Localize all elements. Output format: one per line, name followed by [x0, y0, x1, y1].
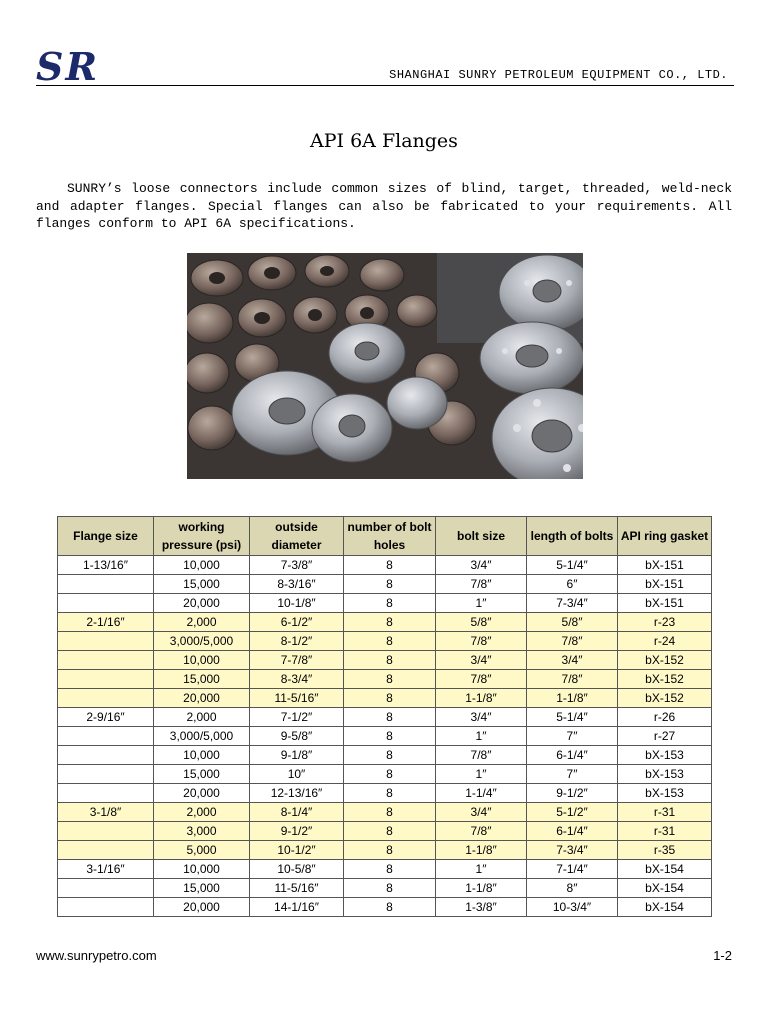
table-cell: 8 — [344, 670, 436, 689]
table-cell: 7/8″ — [436, 632, 527, 651]
table-row — [58, 746, 712, 765]
column-header: Flange size — [58, 517, 154, 556]
table-cell: 10,000 — [154, 556, 250, 575]
table-cell: 7″ — [527, 765, 618, 784]
table-cell: 7-7/8″ — [250, 651, 344, 670]
table-cell: 8 — [344, 822, 436, 841]
table-cell: 1-1/8″ — [527, 689, 618, 708]
table-row — [58, 632, 712, 651]
table-cell: 3,000/5,000 — [154, 727, 250, 746]
table-row — [58, 575, 712, 594]
table-row — [58, 727, 712, 746]
table-cell: 6-1/4″ — [527, 746, 618, 765]
table-cell: 8 — [344, 860, 436, 879]
company-logo: SR — [36, 44, 100, 89]
table-cell: 3,000 — [154, 822, 250, 841]
column-header: working pressure (psi) — [154, 517, 250, 556]
column-header: API ring gasket — [618, 517, 712, 556]
flanges-photo-drawing — [187, 253, 583, 479]
table-cell: bX-153 — [618, 746, 712, 765]
table-cell: 3/4″ — [436, 651, 527, 670]
table-cell: 10-5/8″ — [250, 860, 344, 879]
table-cell: 8 — [344, 784, 436, 803]
table-cell: bX-154 — [618, 860, 712, 879]
table-cell: 8 — [344, 556, 436, 575]
table-cell: bX-154 — [618, 879, 712, 898]
table-cell: 5-1/4″ — [527, 556, 618, 575]
table-cell: 9-1/8″ — [250, 746, 344, 765]
table-cell: 5/8″ — [436, 613, 527, 632]
table-cell: bX-152 — [618, 689, 712, 708]
table-cell: 2,000 — [154, 803, 250, 822]
table-cell: 7-1/2″ — [250, 708, 344, 727]
table-row — [58, 765, 712, 784]
footer-page-number: 1-2 — [713, 948, 732, 963]
table-cell: 10-1/8″ — [250, 594, 344, 613]
table-cell: 8 — [344, 575, 436, 594]
table-cell — [58, 898, 154, 917]
table-cell: 3/4″ — [436, 556, 527, 575]
table-cell: 3,000/5,000 — [154, 632, 250, 651]
page-title: API 6A Flanges — [310, 130, 458, 152]
table-row — [58, 708, 712, 727]
table-cell: 3-1/16″ — [58, 860, 154, 879]
table-cell: 3/4″ — [527, 651, 618, 670]
table-row — [58, 689, 712, 708]
table-cell: 8 — [344, 708, 436, 727]
table-cell: 5/8″ — [527, 613, 618, 632]
table-cell — [58, 594, 154, 613]
table-cell: 8 — [344, 727, 436, 746]
flanges-photo — [187, 253, 583, 479]
column-header: bolt size — [436, 517, 527, 556]
table-cell: 8 — [344, 594, 436, 613]
table-cell: 8-1/4″ — [250, 803, 344, 822]
table-row — [58, 670, 712, 689]
table-cell: r-27 — [618, 727, 712, 746]
table-cell: 1-13/16″ — [58, 556, 154, 575]
table-cell: bX-152 — [618, 670, 712, 689]
table-cell — [58, 689, 154, 708]
table-cell: 10-3/4″ — [527, 898, 618, 917]
table-cell: 8 — [344, 879, 436, 898]
table-cell: 8 — [344, 651, 436, 670]
table-cell: 2,000 — [154, 613, 250, 632]
table-cell: 8 — [344, 613, 436, 632]
table-header-row — [58, 517, 712, 556]
table-cell: 15,000 — [154, 575, 250, 594]
table-cell — [58, 651, 154, 670]
table-cell: 15,000 — [154, 670, 250, 689]
table-cell: 5-1/4″ — [527, 708, 618, 727]
table-cell — [58, 841, 154, 860]
table-cell: 10,000 — [154, 860, 250, 879]
table-cell: 8-1/2″ — [250, 632, 344, 651]
table-cell: 7″ — [527, 727, 618, 746]
table-cell: 9-1/2″ — [250, 822, 344, 841]
table-row — [58, 594, 712, 613]
table-cell: 6-1/4″ — [527, 822, 618, 841]
table-cell — [58, 879, 154, 898]
table-cell — [58, 822, 154, 841]
footer-website: www.sunrypetro.com — [36, 948, 157, 963]
table-row — [58, 841, 712, 860]
table-cell: 11-5/16″ — [250, 689, 344, 708]
table-cell: r-31 — [618, 822, 712, 841]
table-cell: 1-1/4″ — [436, 784, 527, 803]
table-cell: 1-1/8″ — [436, 879, 527, 898]
table-cell: 1-1/8″ — [436, 841, 527, 860]
table-row — [58, 860, 712, 879]
table-cell: 12-13/16″ — [250, 784, 344, 803]
table-cell: 6-1/2″ — [250, 613, 344, 632]
table-cell — [58, 784, 154, 803]
table-cell: bX-152 — [618, 651, 712, 670]
table-row — [58, 898, 712, 917]
table-cell: 1-3/8″ — [436, 898, 527, 917]
table-cell: 10,000 — [154, 746, 250, 765]
table-cell: 20,000 — [154, 784, 250, 803]
table-cell: 10-1/2″ — [250, 841, 344, 860]
table-cell: bX-151 — [618, 556, 712, 575]
table-cell — [58, 727, 154, 746]
table-cell: 10,000 — [154, 651, 250, 670]
table-cell: 2,000 — [154, 708, 250, 727]
table-cell: r-26 — [618, 708, 712, 727]
table-cell: 20,000 — [154, 898, 250, 917]
column-header: number of bolt holes — [344, 517, 436, 556]
table-cell: 5,000 — [154, 841, 250, 860]
table-cell: r-35 — [618, 841, 712, 860]
table-cell: 3/4″ — [436, 803, 527, 822]
table-cell: 8 — [344, 746, 436, 765]
table-cell: bX-153 — [618, 765, 712, 784]
table-cell: 1″ — [436, 727, 527, 746]
table-cell: 8 — [344, 689, 436, 708]
table-cell — [58, 575, 154, 594]
table-cell: 20,000 — [154, 689, 250, 708]
table-row — [58, 613, 712, 632]
table-cell: 8-3/16″ — [250, 575, 344, 594]
table-cell: 3/4″ — [436, 708, 527, 727]
table-cell: 7/8″ — [527, 670, 618, 689]
table-cell: bX-151 — [618, 575, 712, 594]
table-cell: 3-1/8″ — [58, 803, 154, 822]
table-cell: 8 — [344, 803, 436, 822]
table-cell: r-31 — [618, 803, 712, 822]
table-cell: 7-1/4″ — [527, 860, 618, 879]
table-cell: 7-3/4″ — [527, 594, 618, 613]
table-cell: 7/8″ — [436, 822, 527, 841]
table-cell: 7/8″ — [436, 670, 527, 689]
table-cell: 7/8″ — [527, 632, 618, 651]
table-cell: 1″ — [436, 765, 527, 784]
table-cell: r-24 — [618, 632, 712, 651]
table-cell: 1″ — [436, 860, 527, 879]
table-cell: 9-1/2″ — [527, 784, 618, 803]
table-cell: 8 — [344, 841, 436, 860]
table-cell — [58, 746, 154, 765]
table-cell: 1-1/8″ — [436, 689, 527, 708]
table-cell: 7-3/4″ — [527, 841, 618, 860]
table-cell: bX-151 — [618, 594, 712, 613]
table-cell: 2-9/16″ — [58, 708, 154, 727]
table-row — [58, 879, 712, 898]
table-cell: 11-5/16″ — [250, 879, 344, 898]
table-cell: 9-5/8″ — [250, 727, 344, 746]
table-cell: 7/8″ — [436, 575, 527, 594]
column-header: outside diameter — [250, 517, 344, 556]
table-row — [58, 784, 712, 803]
table-cell: 7/8″ — [436, 746, 527, 765]
table-cell — [58, 670, 154, 689]
table-cell: r-23 — [618, 613, 712, 632]
table-cell: 8 — [344, 765, 436, 784]
table-cell: 5-1/2″ — [527, 803, 618, 822]
table-row — [58, 651, 712, 670]
table-cell: bX-153 — [618, 784, 712, 803]
column-header: length of bolts — [527, 517, 618, 556]
table-cell: 20,000 — [154, 594, 250, 613]
table-cell: 10″ — [250, 765, 344, 784]
table-cell: 7-3/8″ — [250, 556, 344, 575]
table-cell: 1″ — [436, 594, 527, 613]
table-cell: 6″ — [527, 575, 618, 594]
table-cell: 15,000 — [154, 879, 250, 898]
table-row — [58, 556, 712, 575]
table-row — [58, 803, 712, 822]
table-cell — [58, 632, 154, 651]
table-cell: 2-1/16″ — [58, 613, 154, 632]
table-cell: 15,000 — [154, 765, 250, 784]
header-divider — [36, 85, 734, 86]
table-cell: 8 — [344, 898, 436, 917]
table-cell: bX-154 — [618, 898, 712, 917]
table-row — [58, 822, 712, 841]
table-cell: 8″ — [527, 879, 618, 898]
table-cell: 8 — [344, 632, 436, 651]
company-name: SHANGHAI SUNRY PETROLEUM EQUIPMENT CO., LTD. — [389, 68, 728, 82]
table-cell: 8-3/4″ — [250, 670, 344, 689]
flange-spec-table — [57, 516, 712, 917]
table-cell — [58, 765, 154, 784]
intro-paragraph: SUNRY’s loose connectors include common sizes of blind, target, threaded, weld-neck and adapter flanges. Special flanges can also be fabricated to your requirements. All flanges conform to API 6A specifications. — [36, 181, 732, 231]
table-cell: 14-1/16″ — [250, 898, 344, 917]
